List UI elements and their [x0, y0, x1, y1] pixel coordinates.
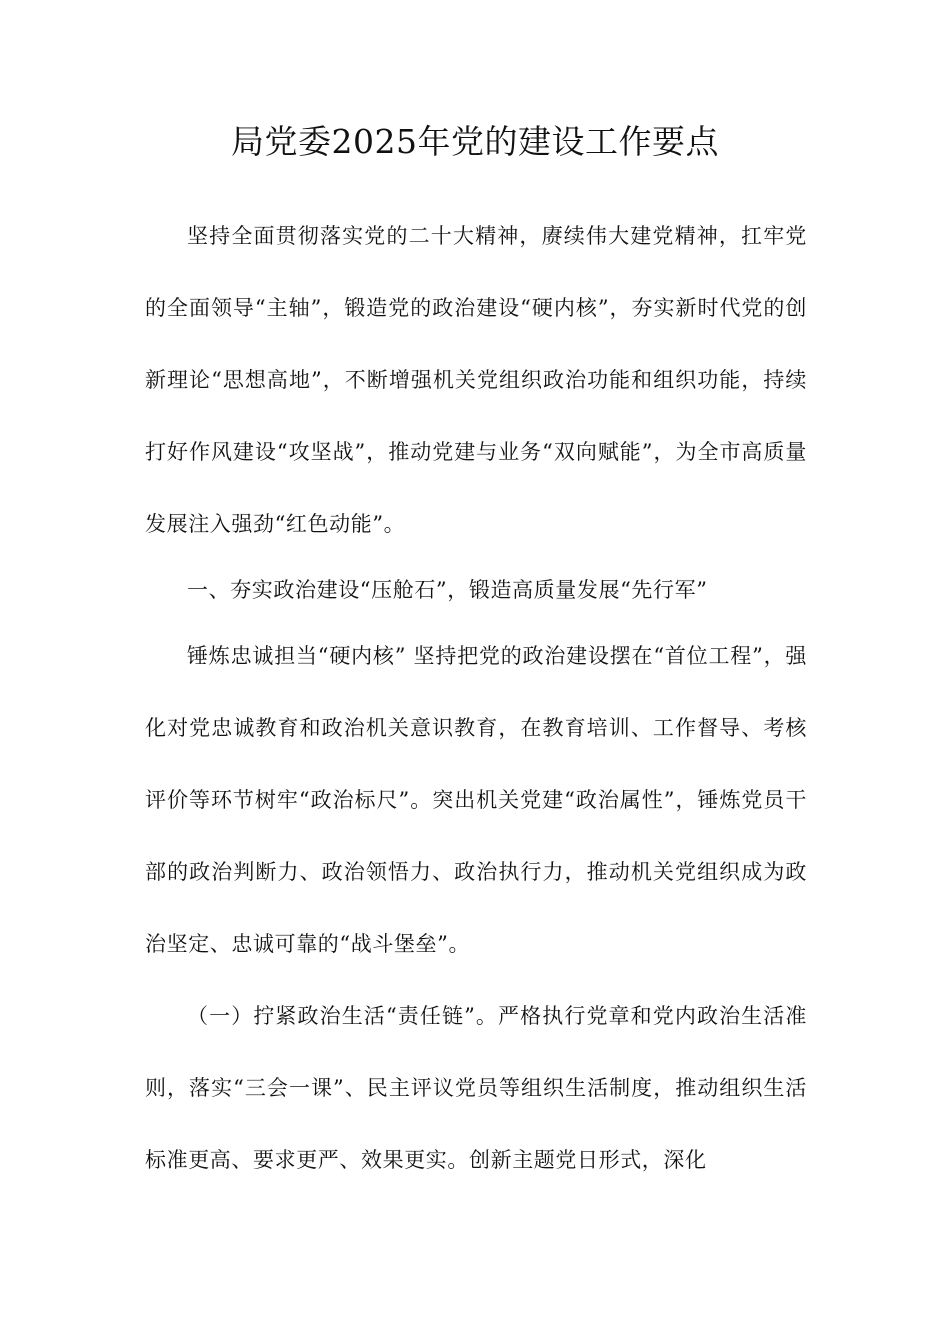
body-paragraph: 锤炼忠诚担当“硬内核” 坚持把党的政治建设摆在“首位工程”，强化对党忠诚教育和政治机关意识教育，在教育培训、工作督导、考核评价等环节树牢“政治标尺”。突出机关党建“政治属性”，锤炼党员干部的政治判断力、政治领悟力、政治执行力，推动机关党组织成为政治坚定、忠诚可靠的“战斗堡垒”。: [145, 644, 807, 956]
section-heading: 一、夯实政治建设“压舱石”，锻造高质量发展“先行军”: [187, 578, 708, 602]
document-body: [145, 200, 807, 1196]
subsection-paragraph: （一）拧紧政治生活“责任链”。严格执行党章和党内政治生活准则，落实“三会一课”、民主评议党员等组织生活制度，推动组织生活标准更高、要求更严、效果更实。创新主题党日形式，深化: [145, 1004, 807, 1172]
intro-paragraph: 坚持全面贯彻落实党的二十大精神，赓续伟大建党精神，扛牢党的全面领导“主轴”，锻造党的政治建设“硬内核”，夯实新时代党的创新理论“思想高地”，不断增强机关党组织政治功能和组织功能，持续打好作风建设“攻坚战”，推动党建与业务“双向赋能”，为全市高质量发展注入强劲“红色动能”。: [145, 224, 807, 536]
document-title: 局党委2025年党的建设工作要点: [231, 122, 719, 161]
